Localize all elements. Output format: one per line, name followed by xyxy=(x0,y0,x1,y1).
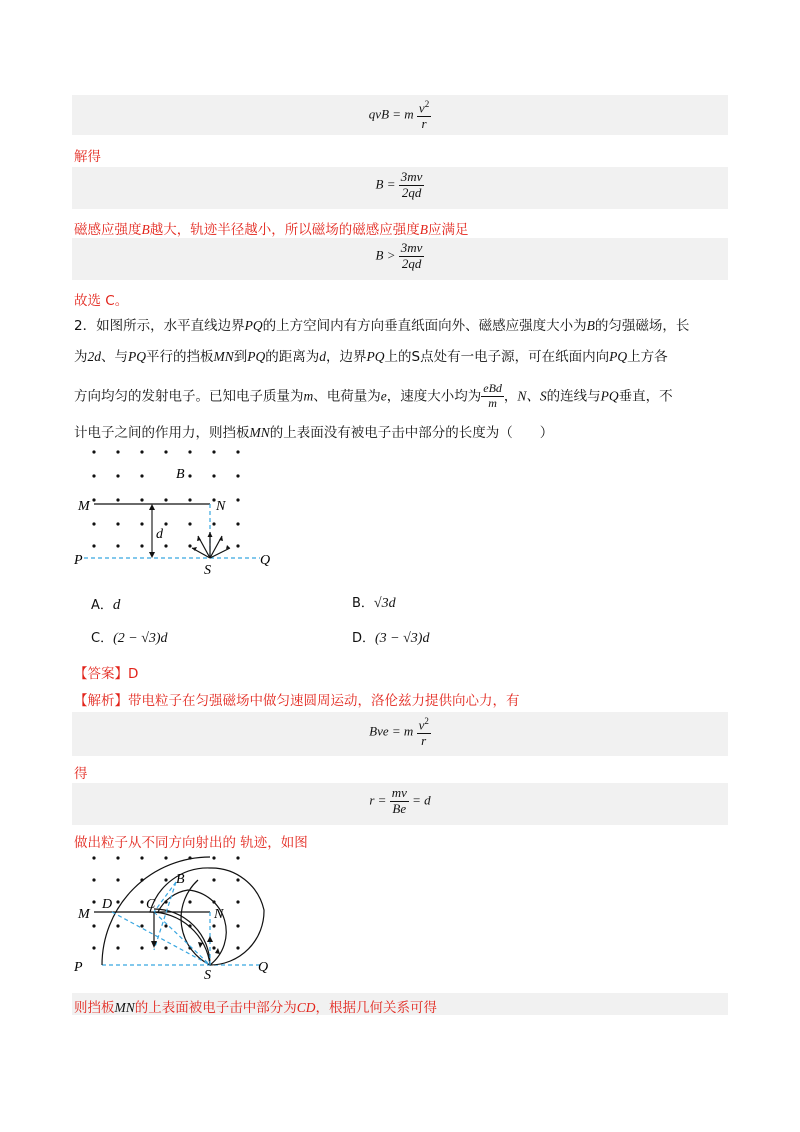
equation-b-value: B = $\frac{3mv}{2qd}$ xyxy=(375,169,423,200)
field-dot xyxy=(116,498,119,501)
field-dot xyxy=(140,856,143,859)
field-dot xyxy=(92,900,95,903)
field-dot xyxy=(236,450,239,453)
field-dot xyxy=(164,924,167,927)
field-dot xyxy=(212,522,215,525)
field-dot xyxy=(140,946,143,949)
field-dot xyxy=(116,856,119,859)
solve-label: 解得 xyxy=(74,149,101,165)
field-dot xyxy=(92,498,95,501)
field-dot xyxy=(164,450,167,453)
option-b[interactable]: B．√3d xyxy=(352,596,396,611)
field-dot xyxy=(188,544,191,547)
option-d[interactable]: D．(3 − √3)d xyxy=(352,631,430,646)
question-2-line-2: 为2d、与PQ平行的挡板MN到PQ的距离为d，边界PQ上的S点处有一电子源，可在纸面内向PQ上方各 xyxy=(74,349,668,365)
fig2-label-b: B xyxy=(176,872,185,887)
field-dot xyxy=(188,474,191,477)
paragraph-cd: 则挡板MN的上表面被电子击中部分为CD，根据几何关系可得 xyxy=(74,1000,438,1016)
field-dot xyxy=(92,878,95,881)
field-dot xyxy=(212,474,215,477)
fig1-label-q: Q xyxy=(260,553,271,568)
field-dot xyxy=(116,474,119,477)
fig2-label-c: C xyxy=(146,897,156,912)
fig2-label-n: N xyxy=(214,907,224,922)
fig1-label-s: S xyxy=(204,563,211,575)
field-dot xyxy=(212,878,215,881)
fig2-label-d: D xyxy=(102,897,113,912)
field-dot xyxy=(236,498,239,501)
field-dot xyxy=(236,900,239,903)
fig2-label-m: M xyxy=(78,907,90,922)
field-dot xyxy=(116,946,119,949)
eq1-lhs: qvB = m xyxy=(368,106,414,122)
field-dot xyxy=(140,924,143,927)
figure-2-trajectories xyxy=(70,850,290,980)
field-dot xyxy=(188,498,191,501)
analysis-line: 【解析】带电粒子在匀强磁场中做匀速圆周运动，洛伦兹力提供向心力，有 xyxy=(74,693,520,709)
fig1-label-n: N xyxy=(216,499,226,514)
figure-1-magnetic-field xyxy=(70,440,290,575)
field-dot xyxy=(164,498,167,501)
field-dot xyxy=(92,474,95,477)
field-dot xyxy=(92,946,95,949)
equation-lorentz: Bve = m $\frac{v^2}{r}$ xyxy=(369,716,429,749)
field-dot xyxy=(236,474,239,477)
field-dot xyxy=(116,522,119,525)
field-dot xyxy=(92,522,95,525)
field-dot xyxy=(236,856,239,859)
question-2-line-3: 方向均匀的发射电子。已知电子质量为m、电荷量为e，速度大小均为 $\frac{\text{eBd}}{m}$ ，N、S的连线与PQ垂直，不 xyxy=(74,381,673,410)
field-dot xyxy=(116,900,119,903)
field-dot xyxy=(140,498,143,501)
fig1-label-m: M xyxy=(78,499,90,514)
trajectory-arc-2 xyxy=(150,868,264,965)
choice-c: 故选 C。 xyxy=(74,293,129,309)
equation-b-inequality: B > $\frac{3mv}{2qd}$ xyxy=(375,240,423,271)
field-dot xyxy=(188,450,191,453)
field-dot xyxy=(116,924,119,927)
paragraph-b-condition: 磁感应强度B越大，轨迹半径越小，所以磁场的磁感应强度B应满足 xyxy=(74,222,469,238)
field-dot xyxy=(236,522,239,525)
option-c[interactable]: C．(2 − √3)d xyxy=(91,631,168,646)
field-dot xyxy=(212,450,215,453)
field-dot xyxy=(212,946,215,949)
field-dot xyxy=(188,522,191,525)
fig2-label-q: Q xyxy=(258,960,269,975)
field-dot xyxy=(212,924,215,927)
field-dot xyxy=(140,450,143,453)
field-dot xyxy=(140,900,143,903)
option-a[interactable]: A．d xyxy=(91,597,121,613)
field-dot xyxy=(92,856,95,859)
field-dot xyxy=(116,450,119,453)
field-dot xyxy=(140,522,143,525)
field-dot xyxy=(164,946,167,949)
paragraph-trajectory: 做出粒子从不同方向射出的 轨迹，如图 xyxy=(74,835,308,851)
field-dot xyxy=(92,544,95,547)
field-dot xyxy=(164,878,167,881)
equation-force-balance xyxy=(72,99,728,132)
de-label: 得 xyxy=(74,766,88,782)
field-dot xyxy=(212,856,215,859)
field-dot xyxy=(236,544,239,547)
field-dot xyxy=(140,474,143,477)
field-dot xyxy=(236,924,239,927)
field-dot xyxy=(116,878,119,881)
fig1-label-d: d xyxy=(156,527,163,542)
answer-line: 【答案】D xyxy=(74,666,139,682)
field-dots-2 xyxy=(92,856,239,949)
field-dot xyxy=(164,544,167,547)
question-2-line-1: 2．如图所示，水平直线边界PQ的上方空间内有方向垂直纸面向外、磁感应强度大小为B的匀强磁场，长 xyxy=(74,318,690,334)
field-dot xyxy=(188,900,191,903)
field-dot xyxy=(164,856,167,859)
question-2-line-4: 计电子之间的作用力，则挡板MN的上表面没有被电子击中部分的长度为（ ） xyxy=(74,425,554,441)
equation-radius: r = $\frac{mv}{Be}$ = d xyxy=(369,785,431,816)
field-dot xyxy=(140,544,143,547)
field-dot xyxy=(164,522,167,525)
field-dot xyxy=(236,946,239,949)
eq1-fraction: $\frac{v^2}{r}$ xyxy=(418,99,430,132)
fig2-label-s: S xyxy=(204,968,211,980)
field-dot xyxy=(236,878,239,881)
fig1-label-p: P xyxy=(74,553,83,568)
geometry-dashed-lines xyxy=(112,882,210,965)
fig2-label-p: P xyxy=(74,960,83,975)
field-dot xyxy=(92,450,95,453)
field-dot xyxy=(92,924,95,927)
field-dot xyxy=(116,544,119,547)
fig1-label-b: B xyxy=(176,467,185,482)
